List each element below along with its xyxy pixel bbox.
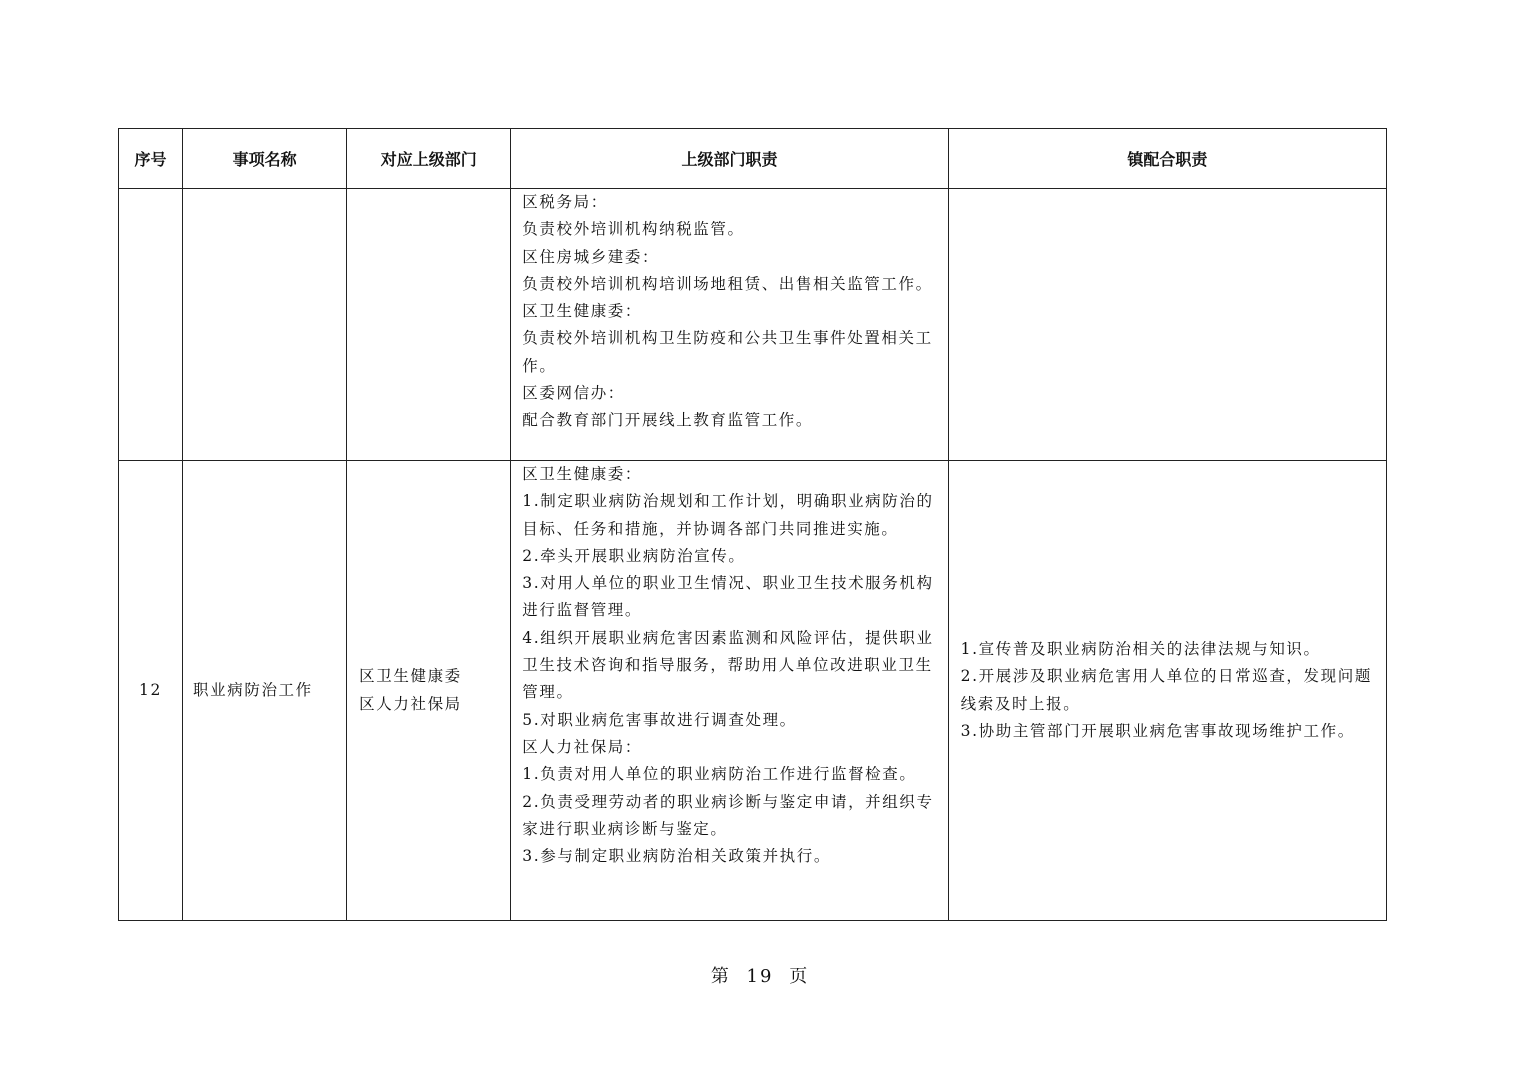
duty-line: 配合教育部门开展线上教育监管工作。: [522, 411, 813, 430]
row-index: 12: [119, 461, 183, 921]
duty-line: 区卫生健康委：: [522, 302, 642, 321]
row-superior-duties: [511, 461, 948, 921]
row-departments: [347, 461, 511, 921]
page-suffix: 页: [789, 966, 810, 987]
table-header-row: [119, 129, 1387, 189]
page-number-footer: [0, 962, 1520, 988]
duty-line: 区住房城乡建委：: [522, 247, 660, 266]
header-item-name: 事项名称: [183, 129, 347, 189]
department-name: 区人力社保局: [359, 694, 462, 713]
table-row: [119, 189, 1387, 461]
duty-line: 1.负责对用人单位的职业病防治工作进行监督检查。: [522, 765, 917, 784]
page-number: 19: [746, 966, 774, 987]
duty-line: 负责校外培训机构纳税监管。: [522, 220, 745, 239]
header-index: 序号: [119, 129, 183, 189]
duty-line: 3.对用人单位的职业卫生情况、职业卫生技术服务机构进行监督管理。: [522, 574, 934, 620]
row-index: [119, 189, 183, 461]
duty-line: 负责校外培训机构培训场地租赁、出售相关监管工作。: [522, 274, 933, 293]
responsibility-table: [118, 128, 1387, 921]
duty-line: 负责校外培训机构卫生防疫和公共卫生事件处置相关工作。: [522, 329, 933, 375]
duty-line: 3.参与制定职业病防治相关政策并执行。: [522, 847, 831, 866]
row-superior-duties: [511, 189, 948, 461]
town-duty-line: 2.开展涉及职业病危害用人单位的日常巡查，发现问题线索及时上报。: [960, 667, 1372, 713]
duty-line: 区人力社保局：: [522, 737, 642, 756]
department-name: 区卫生健康委: [359, 667, 462, 686]
duty-line: 5.对职业病危害事故进行调查处理。: [522, 710, 797, 729]
header-town-duties: 镇配合职责: [948, 129, 1386, 189]
row-town-duties: [948, 189, 1386, 461]
header-superior-department: 对应上级部门: [347, 129, 511, 189]
town-duty-line: 1.宣传普及职业病防治相关的法律法规与知识。: [960, 639, 1321, 658]
page-prefix: 第: [710, 966, 731, 987]
town-duty-line: 3.协助主管部门开展职业病危害事故现场维护工作。: [960, 721, 1355, 740]
duty-line: 区税务局：: [522, 193, 608, 211]
row-item-name: [183, 189, 347, 461]
duty-line: 区委网信办：: [522, 384, 625, 403]
duty-line: 2.牵头开展职业病防治宣传。: [522, 546, 746, 565]
row-departments: [347, 189, 511, 461]
header-superior-duties: 上级部门职责: [511, 129, 948, 189]
table-row: [119, 461, 1387, 921]
duty-line: 4.组织开展职业病危害因素监测和风险评估，提供职业卫生技术咨询和指导服务，帮助用人单位改进职业卫生管理。: [522, 628, 934, 702]
row-item-name: 职业病防治工作: [183, 461, 347, 921]
row-town-duties: [948, 461, 1386, 921]
duty-line: 区卫生健康委：: [522, 465, 642, 483]
duty-line: 1.制定职业病防治规划和工作计划，明确职业病防治的目标、任务和措施，并协调各部门共同推进实施。: [522, 492, 934, 538]
duty-line: 2.负责受理劳动者的职业病诊断与鉴定申请，并组织专家进行职业病诊断与鉴定。: [522, 792, 934, 838]
